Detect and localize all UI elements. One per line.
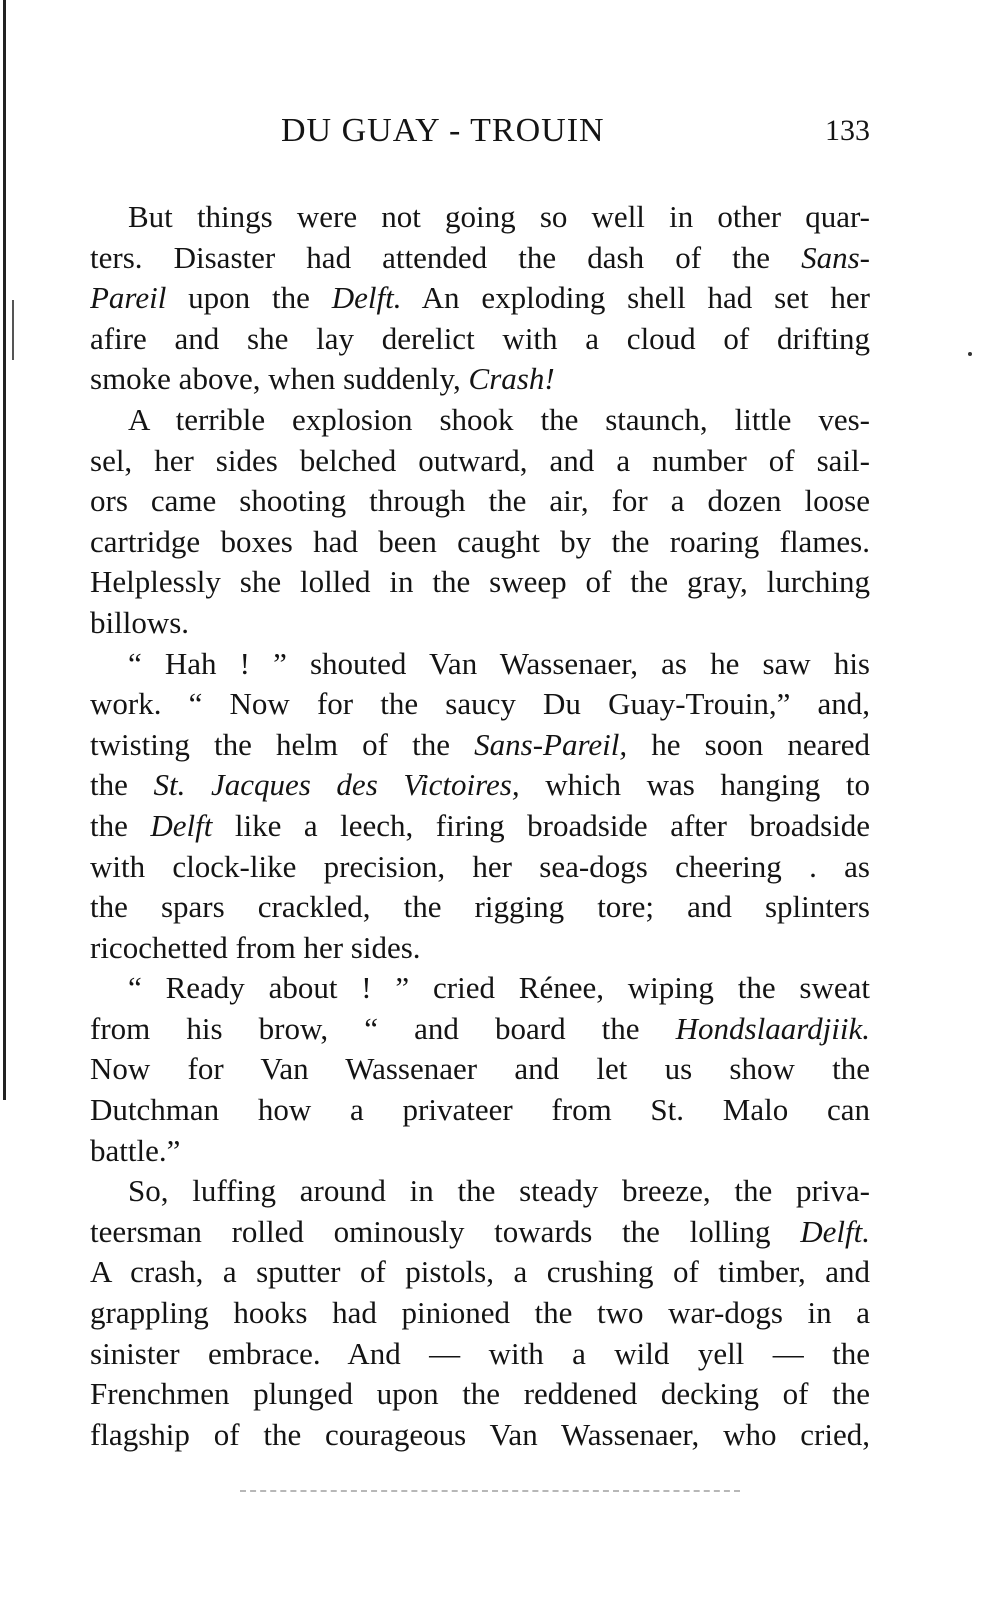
text-run: ters. Disaster had attended the dash of the (90, 239, 802, 275)
italic-text: Delft (150, 807, 213, 843)
text-run: with clock-like precision, her sea-dogs cheering . as (90, 848, 870, 884)
text-run: battle.” (90, 1132, 181, 1168)
text-line (90, 1212, 870, 1253)
text-run: like a leech, firing broadside after broadside (212, 807, 870, 843)
text-line (90, 238, 870, 279)
text-line (90, 684, 870, 725)
text-run: Helplessly she lolled in the sweep of the gray, lurching (90, 564, 870, 600)
text-line (90, 725, 870, 766)
text-line (90, 481, 870, 522)
text-run: A terrible explosion shook the staunch, little ves- (128, 401, 870, 437)
text-run: “ Ready about ! ” cried Rénee, wiping the sweat (128, 970, 870, 1006)
text-line (90, 603, 870, 644)
text-line (90, 806, 870, 847)
italic-text: Delft. (331, 280, 402, 316)
text-line (90, 1415, 870, 1456)
text-line (90, 1374, 870, 1415)
italic-text: Crash! (468, 361, 555, 397)
text-run: ors came shooting through the air, for a dozen loose (90, 483, 870, 519)
text-run: upon the (166, 280, 332, 316)
text-line (90, 644, 870, 685)
text-run: cartridge boxes had been caught by the roaring flames. (90, 523, 870, 559)
text-line (90, 562, 870, 603)
text-line (90, 359, 870, 400)
text-line (90, 847, 870, 888)
stray-mark (968, 352, 972, 356)
text-run: grappling hooks had pinioned the two war-dogs in a (90, 1295, 870, 1331)
text-line (90, 400, 870, 441)
text-run: ricochetted from her sides. (90, 929, 421, 965)
italic-text: Pareil (90, 280, 167, 316)
binding-edge (3, 0, 6, 1100)
text-run: flagship of the courageous Van Wassenaer, who cried, (90, 1416, 870, 1452)
text-run: from his brow, “ and board the (90, 1010, 676, 1046)
binding-shadow (12, 300, 14, 360)
italic-text: Sans- (801, 239, 870, 275)
text-line (90, 1171, 870, 1212)
footer-bleed-through (240, 1490, 740, 1495)
text-run: So, luffing around in the steady breeze, the priva- (128, 1173, 870, 1209)
text-run: work. “ Now for the saucy Du Guay-Trouin,” and, (90, 686, 870, 722)
text-line (90, 1009, 870, 1050)
text-run: Now for Van Wassenaer and let us show the (90, 1051, 870, 1087)
italic-text: Hondslaardjiik. (675, 1010, 870, 1046)
text-run: which was hanging to (519, 767, 870, 803)
text-run: twisting the helm of the (90, 726, 475, 762)
text-run: Dutchman how a privateer from St. Malo can (90, 1092, 870, 1128)
text-line (90, 1293, 870, 1334)
text-run: smoke above, when suddenly, (90, 361, 469, 397)
text-line (90, 928, 870, 969)
text-run: Frenchmen plunged upon the reddened decking of the (90, 1376, 870, 1412)
text-run: billows. (90, 604, 190, 640)
text-run: the (90, 767, 154, 803)
text-line (90, 278, 870, 319)
running-title: DU GUAY - TROUIN (281, 112, 605, 149)
italic-text: Sans-Pareil, (474, 726, 628, 762)
text-run: the spars crackled, the rigging tore; and splinters (90, 889, 870, 925)
text-run: An exploding shell had set her (401, 280, 870, 316)
body-text (90, 197, 870, 1455)
text-line (90, 765, 870, 806)
text-line (90, 1334, 870, 1375)
text-run: “ Hah ! ” shouted Van Wassenaer, as he saw his (128, 645, 870, 681)
text-line (90, 197, 870, 238)
text-line (90, 968, 870, 1009)
text-line (90, 1049, 870, 1090)
text-run: But things were not going so well in other quar- (128, 199, 870, 234)
text-run: teersman rolled ominously towards the lolling (90, 1213, 801, 1249)
text-line (90, 522, 870, 563)
text-line (90, 1252, 870, 1293)
text-run: sel, her sides belched outward, and a number of sail- (90, 442, 870, 478)
text-run: afire and she lay derelict with a cloud of drifting (90, 320, 870, 356)
running-head (93, 112, 870, 162)
text-line (90, 887, 870, 928)
text-line (90, 1090, 870, 1131)
page-number: 133 (825, 114, 870, 147)
text-run: he soon neared (627, 726, 870, 762)
text-run: the (90, 807, 151, 843)
italic-text: Delft. (800, 1213, 870, 1249)
text-line (90, 1131, 870, 1172)
text-run: A crash, a sputter of pistols, a crushing of timber, and (90, 1254, 870, 1290)
text-run: sinister embrace. And — with a wild yell — the (90, 1335, 870, 1371)
italic-text: St. Jacques des Victoires, (153, 767, 520, 803)
text-line (90, 319, 870, 360)
text-line (90, 441, 870, 482)
